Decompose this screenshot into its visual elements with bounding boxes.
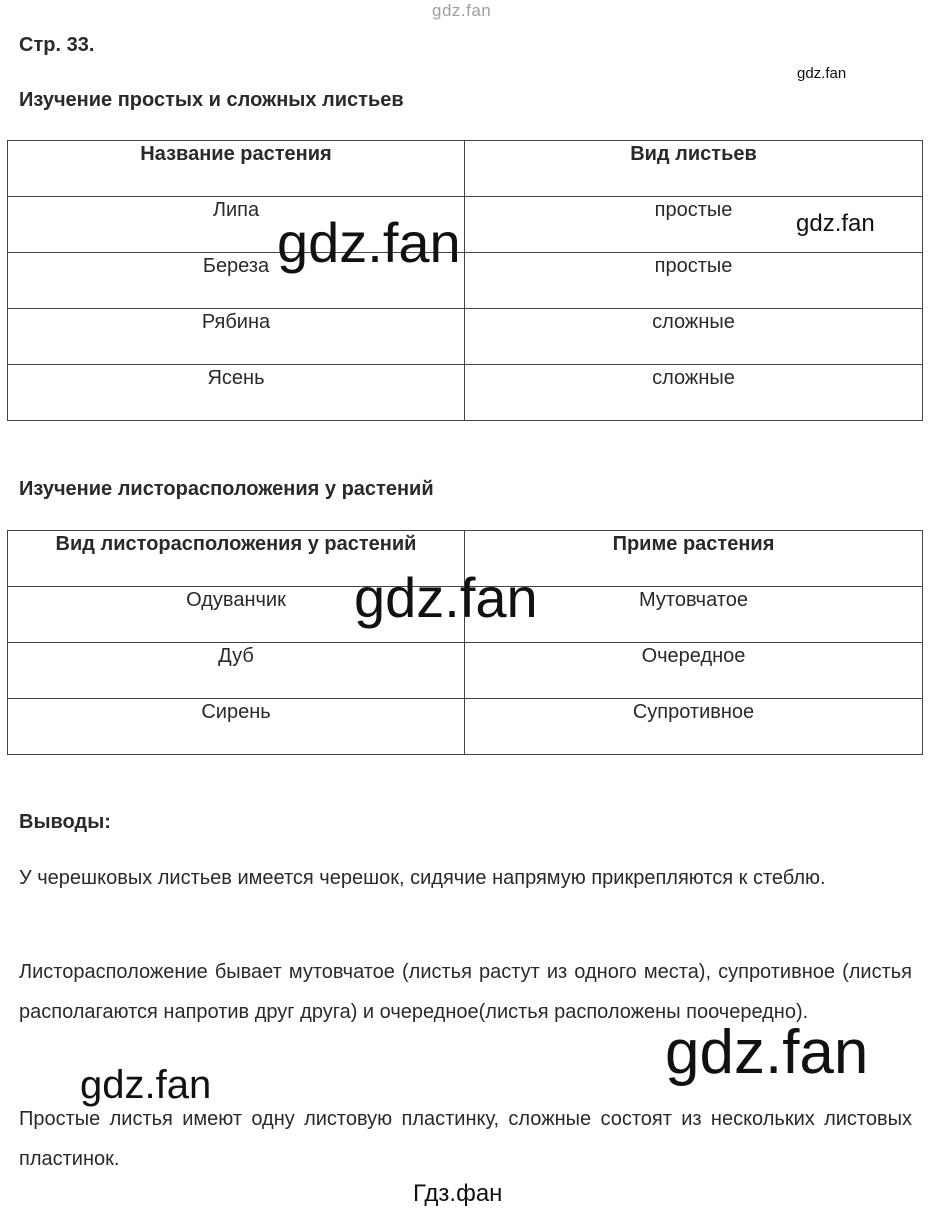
- cell-leaf-type: простые: [465, 197, 923, 253]
- cell-col1: Сирень: [8, 699, 465, 755]
- cell-col2: Супротивное: [465, 699, 923, 755]
- cell-col2: Мутовчатое: [465, 587, 923, 643]
- cell-plant: Рябина: [8, 309, 465, 365]
- cell-leaf-type: сложные: [465, 365, 923, 421]
- table-row: [8, 253, 923, 309]
- table-row: [8, 309, 923, 365]
- cell-col1: Одуванчик: [8, 587, 465, 643]
- watermark-medium: gdz.fan: [796, 210, 875, 237]
- cell-col2: Очередное: [465, 643, 923, 699]
- conclusion-paragraph-2: Листорасположение бывает мутовчатое (листья растут из одного места), супротивное (листья располагаются напротив друг друга) и очередное(листья расположены поочередно).: [19, 961, 912, 1023]
- leaves-table: [7, 140, 923, 421]
- conclusion-paragraph-3: Простые листья имеют одну листовую пластинку, сложные состоят из нескольких листовых пластинок.: [19, 1108, 912, 1170]
- cell-leaf-type: простые: [465, 253, 923, 309]
- cell-plant: Ясень: [8, 365, 465, 421]
- watermark-large: gdz.fan: [665, 1018, 869, 1087]
- section2-title: Изучение листорасположения у растений: [19, 478, 434, 500]
- conclusion-paragraph-1: У черешковых листьев имеется черешок, сидячие напрямую прикрепляются к стеблю.: [19, 867, 826, 889]
- table-row: [8, 643, 923, 699]
- watermark-large: gdz.fan: [80, 1063, 212, 1107]
- table-row: [8, 699, 923, 755]
- table-header-row: [8, 141, 923, 197]
- cell-plant: Береза: [8, 253, 465, 309]
- watermark-bottom: Гдз.фан: [413, 1180, 503, 1207]
- page-number: Стр. 33.: [19, 34, 95, 56]
- table-row: [8, 365, 923, 421]
- watermark-large: gdz.fan: [354, 566, 538, 629]
- header-plant-name: Название растения: [8, 141, 465, 197]
- header-leaf-type: Вид листьев: [465, 141, 923, 197]
- table-row: [8, 197, 923, 253]
- watermark-small: gdz.fan: [797, 65, 847, 82]
- watermark-top: gdz.fan: [432, 1, 492, 20]
- header-arrangement-type: Вид листорасположения у растений: [8, 531, 465, 587]
- arrangement-table: [7, 530, 923, 755]
- watermark-large: gdz.fan: [277, 211, 461, 274]
- cell-leaf-type: сложные: [465, 309, 923, 365]
- header-plant-example: Приме растения: [465, 531, 923, 587]
- cell-col1: Дуб: [8, 643, 465, 699]
- section1-title: Изучение простых и сложных листьев: [19, 89, 404, 111]
- cell-plant: Липа: [8, 197, 465, 253]
- conclusions-title: Выводы:: [19, 811, 111, 833]
